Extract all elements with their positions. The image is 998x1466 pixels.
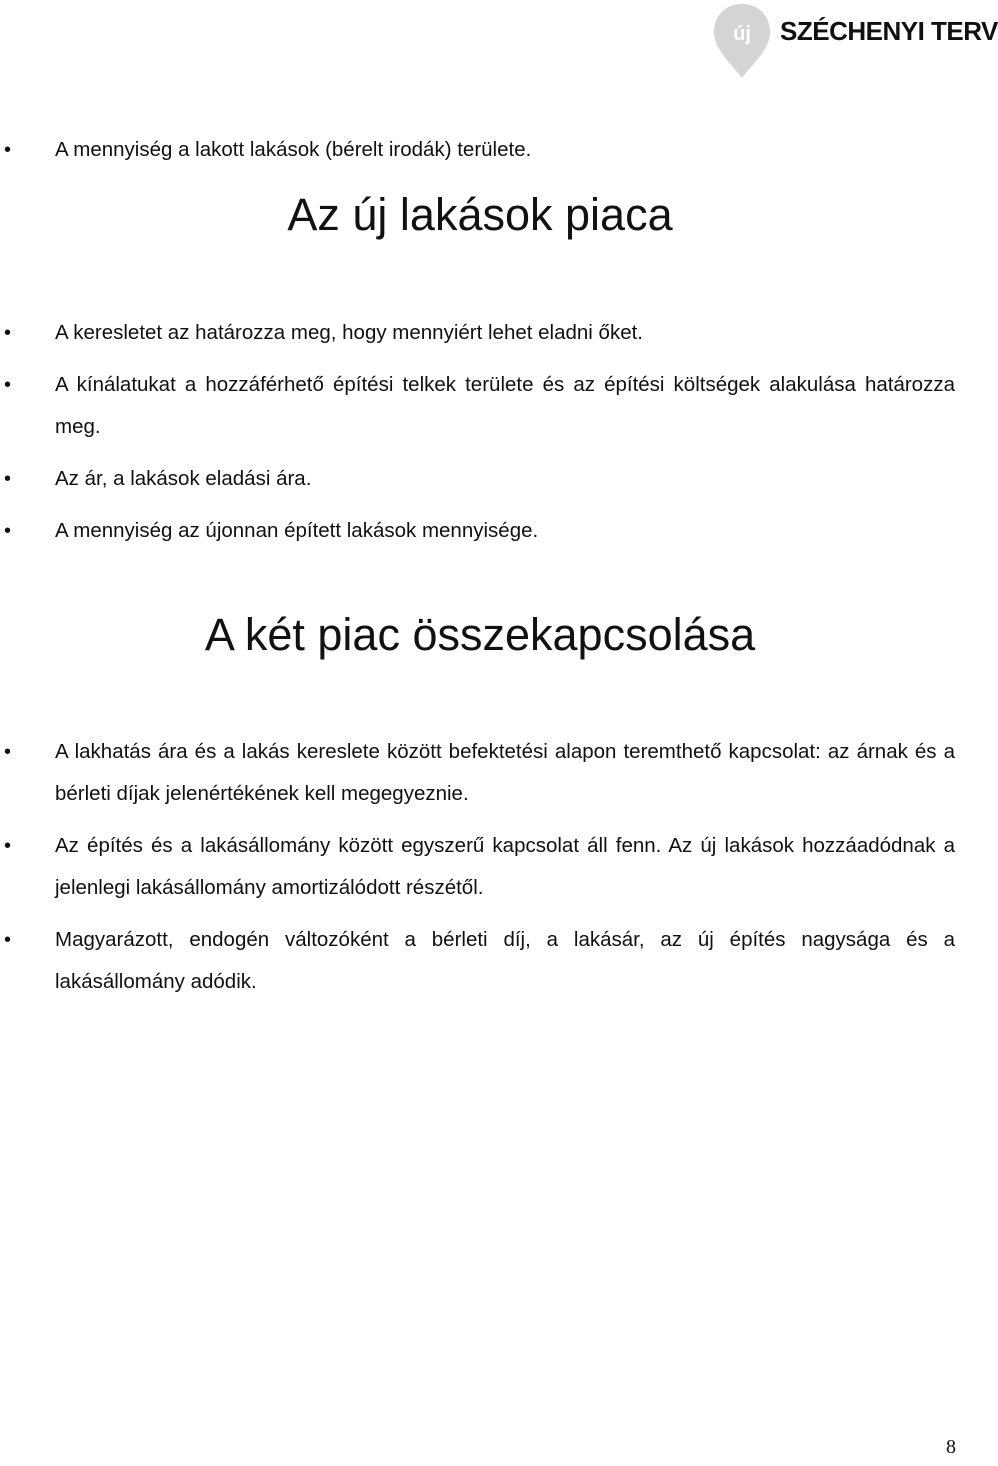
list-item [0,364,960,448]
bullet-icon: • [4,929,12,951]
list-item-text: A mennyiség a lakott lakások (bérelt irodák) területe. [55,138,532,161]
bullet-icon: • [4,468,12,490]
list-item [0,129,960,171]
list-item [0,312,960,354]
list-item-text: A keresletet az határozza meg, hogy mennyiért lehet eladni őket. [55,321,644,344]
list-item [0,510,960,552]
bullet-icon: • [4,139,12,161]
list-item-text: A mennyiség az újonnan épített lakások mennyisége. [55,519,539,542]
logo-text: SZÉCHENYI TERV [780,16,998,46]
location-pin-icon [710,2,774,80]
list-item-text: Az ár, a lakások eladási ára. [55,467,312,490]
list-item-text: Az építés és a lakásállomány között egyszerű kapcsolat áll fenn. Az új lakások hozzáadódnak a jelenlegi lakásállomány amortizálódott részétől. [55,834,955,899]
bullet-icon: • [4,520,12,542]
list-item-text: A kínálatukat a hozzáférhető építési telkek területe és az építési költségek alakulása határozza meg. [55,373,955,438]
bullet-icon: • [4,835,12,857]
bullet-icon: • [4,374,12,396]
bullet-icon: • [4,322,12,344]
bullet-icon: • [4,741,12,763]
szechenyi-terv-logo [710,0,998,80]
list-item-text: Magyarázott, endogén változóként a bérleti díj, a lakásár, az új építés nagysága és a lakásállomány adódik. [55,928,955,993]
list-item [0,919,960,1003]
list-item-text: A lakhatás ára és a lakás kereslete között befektetési alapon teremthető kapcsolat: az árnak és a bérleti díjak jelenértékének kell megegyeznie. [55,740,955,805]
list-item [0,458,960,500]
logo-pin-text: új [733,23,751,45]
page-number: 8 [946,1436,956,1458]
section-heading: A két piac összekapcsolása [204,609,756,660]
list-item [0,731,960,815]
section-heading: Az új lakások piaca [287,189,673,240]
list-item [0,825,960,909]
